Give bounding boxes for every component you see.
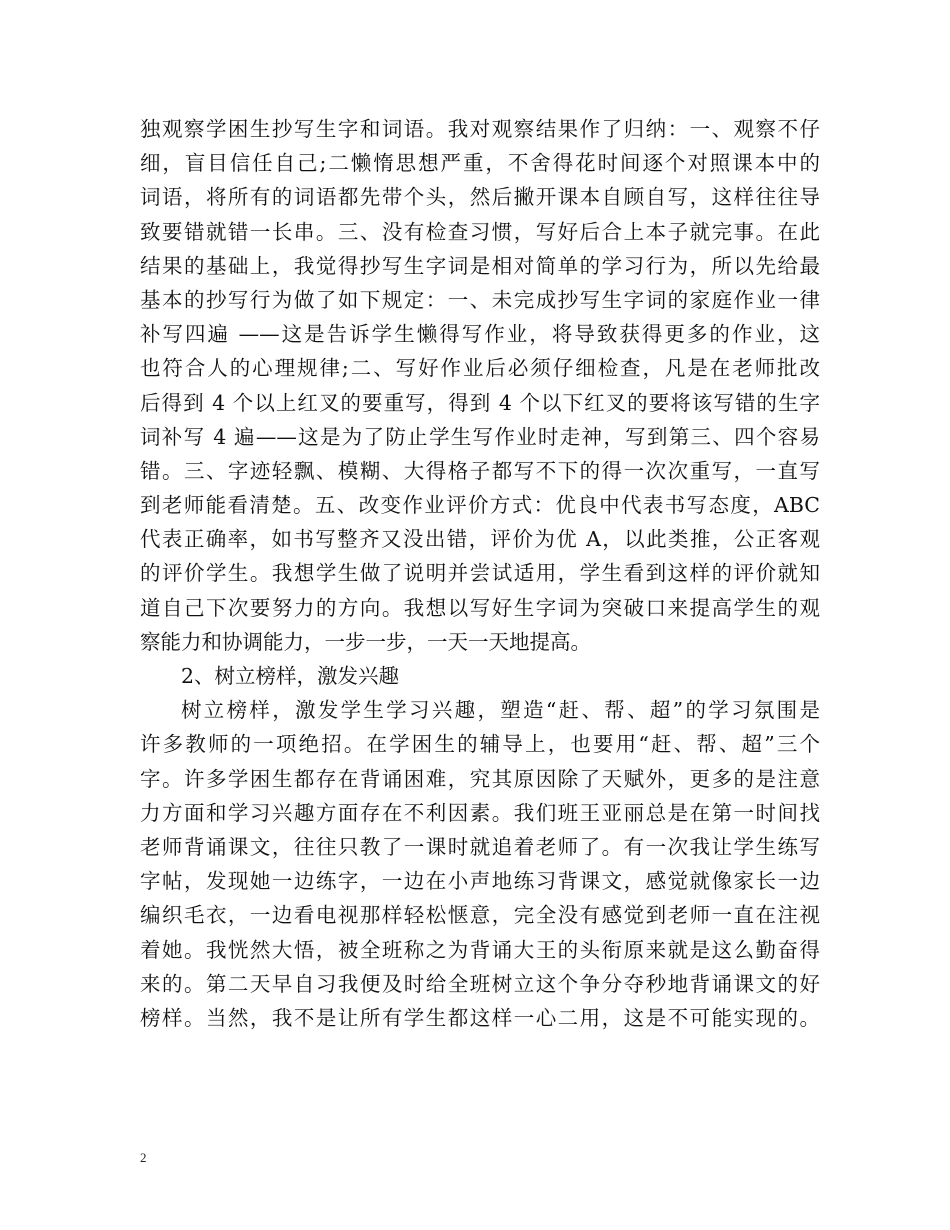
text-line: 字帖，发现她一边练字，一边在小声地练习背课文，感觉就像家长一边 xyxy=(140,869,820,894)
text-line: 察能力和协调能力，一步一步，一天一天地提高。 xyxy=(140,629,591,654)
page-number: 2 xyxy=(140,1150,147,1165)
text-line: 致要错就错一长串。三、没有检查习惯，写好后合上本子就完事。在此 xyxy=(140,219,820,244)
text-line: 榜样。当然，我不是让所有学生都这样一心二用，这是不可能实现的。 xyxy=(140,1005,820,1030)
document-body xyxy=(140,112,820,1035)
text-line: 词补写 4 遍——这是为了防止学生写作业时走神，写到第三、四个容易 xyxy=(140,424,820,449)
text-line: 字。许多学困生都存在背诵困难，究其原因除了天赋外，更多的是注意 xyxy=(140,766,820,791)
text-line: 错。三、字迹轻飘、模糊、大得格子都写不下的得一次次重写，一直写 xyxy=(140,458,820,483)
text-line: 补写四遍 ——这是告诉学生懒得写作业，将导致获得更多的作业，这 xyxy=(140,322,820,347)
text-line: 细，盲目信任自己;二懒惰思想严重，不舍得花时间逐个对照课本中的 xyxy=(140,151,820,176)
text-line: 结果的基础上，我觉得抄写生字词是相对简单的学习行为，所以先给最 xyxy=(140,253,820,278)
text-line: 的评价学生。我想学生做了说明并尝试适用，学生看到这样的评价就知 xyxy=(140,561,820,586)
text-line: 许多教师的一项绝招。在学困生的辅导上，也要用“赶、帮、超”三个 xyxy=(140,732,820,757)
text-line: 力方面和学习兴趣方面存在不利因素。我们班王亚丽总是在第一时间找 xyxy=(140,800,820,825)
text-line: 代表正确率，如书写整齐又没出错，评价为优 A，以此类推，公正客观 xyxy=(140,527,820,552)
text-line: 着她。我恍然大悟，被全班称之为背诵大王的头衔原来就是这么勤奋得 xyxy=(140,937,820,962)
text-line: 道自己下次要努力的方向。我想以写好生字词为突破口来提高学生的观 xyxy=(140,595,820,620)
text-line: 独观察学困生抄写生字和词语。我对观察结果作了归纳：一、观察不仔 xyxy=(140,117,820,141)
text-line: 后得到 4 个以上红叉的要重写，得到 4 个以下红叉的要将该写错的生字 xyxy=(140,390,820,415)
text-line: 基本的抄写行为做了如下规定：一、未完成抄写生字词的家庭作业一律 xyxy=(140,287,820,312)
text-line: 老师背诵课文，往往只教了一课时就追着老师了。有一次我让学生练写 xyxy=(140,834,820,859)
text-line: 到老师能看清楚。五、改变作业评价方式：优良中代表书写态度，ABC xyxy=(140,493,820,518)
text-line: 来的。第二天早自习我便及时给全班树立这个争分夺秒地背诵课文的好 xyxy=(140,971,820,996)
text-line: 词语，将所有的词语都先带个头，然后撇开课本自顾自写，这样往往导 xyxy=(140,185,820,210)
text-line: 编织毛衣，一边看电视那样轻松惬意，完全没有感觉到老师一直在注视 xyxy=(140,903,820,928)
section-heading: 2、树立榜样，激发兴趣 xyxy=(181,664,400,688)
text-line: 树立榜样，激发学生学习兴趣，塑造“赶、帮、超”的学习氛围是 xyxy=(181,698,820,723)
text-line: 也符合人的心理规律;二、写好作业后必须仔细检查，凡是在老师批改 xyxy=(140,356,820,381)
